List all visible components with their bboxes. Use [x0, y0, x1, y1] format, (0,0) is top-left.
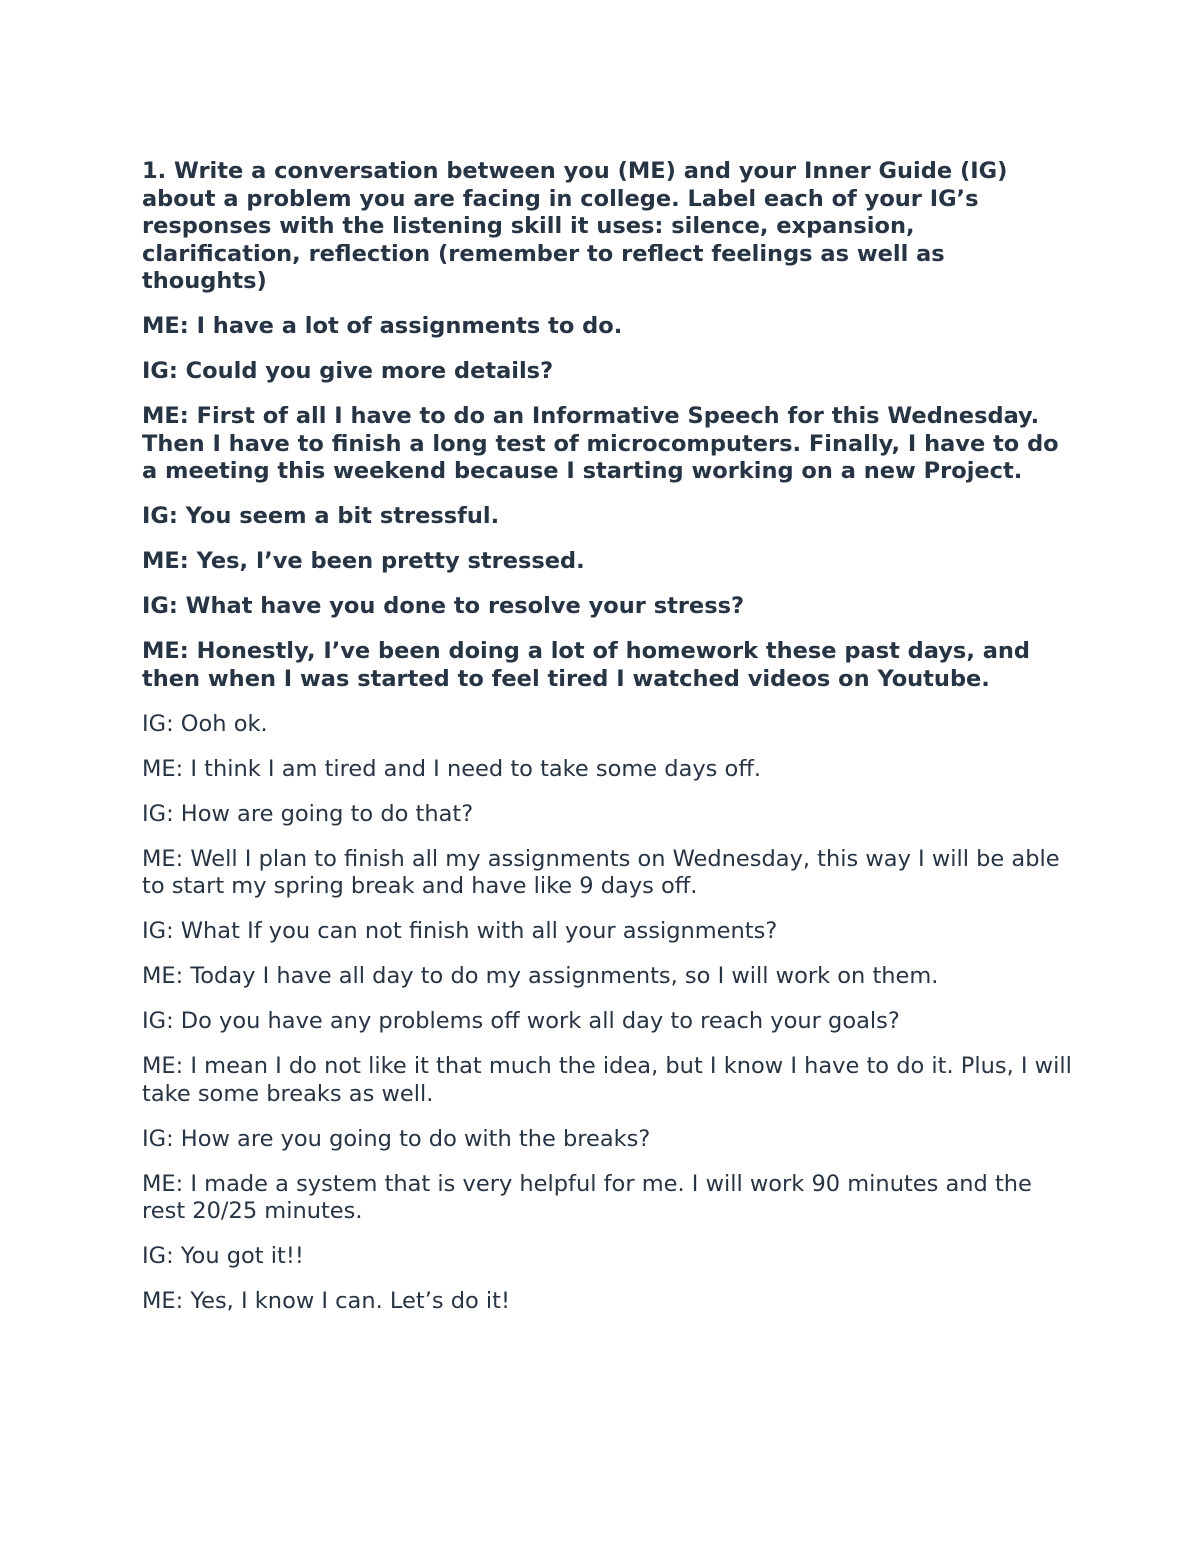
dialogue-line: ME: Today I have all day to do my assignments, so I will work on them. [142, 963, 939, 989]
dialogue-line: IG: Ooh ok. [142, 710, 268, 737]
dialogue-line: IG: Do you have any problems off work all day to reach your goals? [142, 1008, 900, 1034]
dialogue-line: ME: I have a lot of assignments to do. [142, 313, 623, 339]
dialogue-line: IG: How are you going to do with the breaks? [142, 1125, 651, 1152]
dialogue-line: IG: What have you done to resolve your stress? [142, 593, 745, 619]
dialogue-line: IG: Could you give more details? [142, 358, 554, 384]
dialogue-line: ME: I think I am tired and I need to take some days off. [142, 755, 761, 782]
dialogue-line: IG: You got it!! [142, 1243, 304, 1269]
dialogue-line: IG: What If you can not finish with all your assignments? [142, 918, 778, 944]
dialogue-line: ME: Honestly, I’ve been doing a lot of homework these past days, and then when I was started to feel tired I watched videos on Youtube. [142, 638, 1031, 692]
dialogue-line: ME: I made a system that is very helpful for me. I will work 90 minutes and the rest 20/25 minutes. [142, 1170, 1032, 1224]
dialogue-line: IG: You seem a bit stressful. [142, 503, 500, 529]
dialogue-line: ME: I mean I do not like it that much the idea, but I know I have to do it. Plus, I will take some breaks as well. [142, 1053, 1072, 1107]
conversation [142, 313, 1072, 1316]
document-body [142, 158, 1072, 1333]
assignment-prompt: 1. Write a conversation between you (ME) and your Inner Guide (IG) about a problem you are facing in college. Label each of your IG’s responses with the listening skill it uses: silence, expansion, clarification, reflection (remember to reflect feelings as well as thoughts) [142, 158, 1008, 294]
dialogue-line: ME: Yes, I’ve been pretty stressed. [142, 548, 585, 574]
dialogue-line: ME: Yes, I know I can. Let’s do it! [142, 1288, 511, 1314]
dialogue-line: ME: First of all I have to do an Informative Speech for this Wednesday. Then I have to finish a long test of microcomputers. Finally, I have to do a meeting this weekend because I starting working on a new Project. [142, 403, 1059, 484]
dialogue-line: IG: How are going to do that? [142, 800, 474, 827]
dialogue-line: ME: Well I plan to finish all my assignments on Wednesday, this way I will be able to start my spring break and have like 9 days off. [142, 845, 1060, 899]
